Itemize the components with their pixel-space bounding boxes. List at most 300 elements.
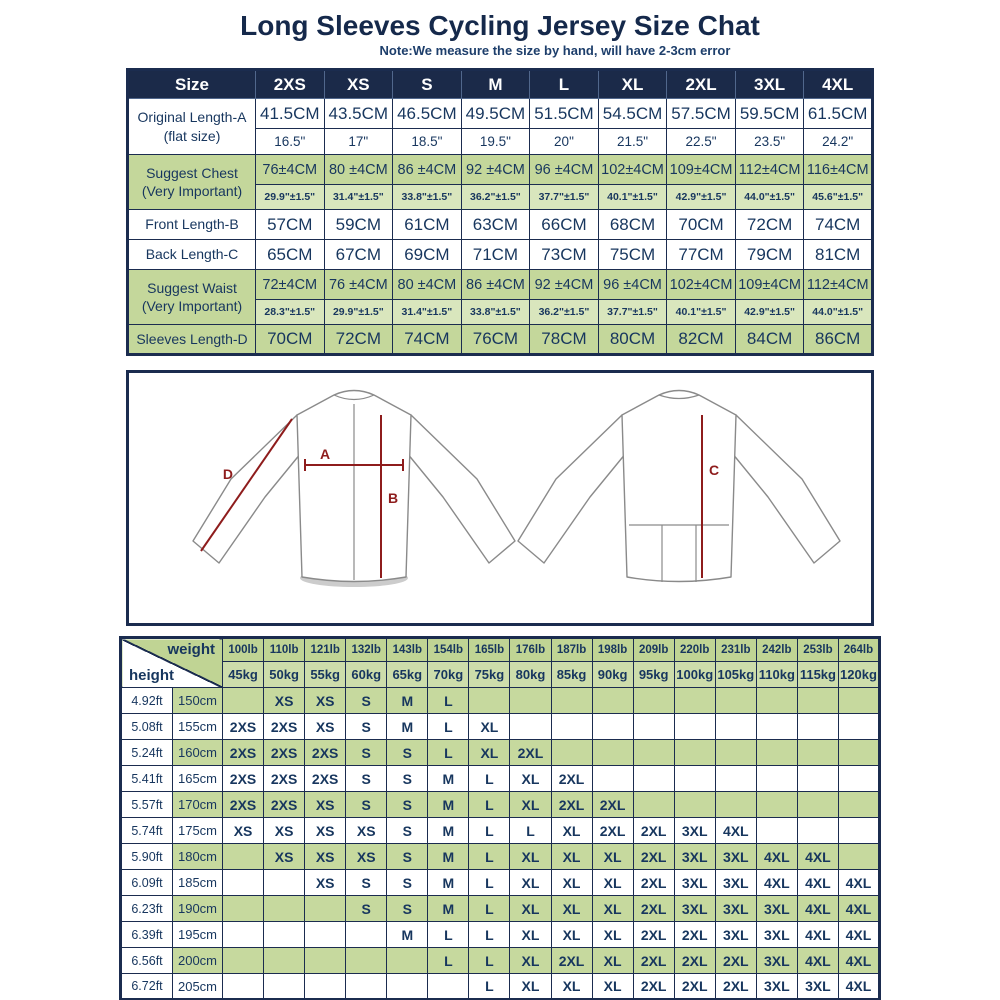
recommended-size-cell: 2XL (551, 792, 592, 818)
weight-lb-header: 253lb (797, 638, 838, 662)
weight-height-corner (121, 638, 223, 688)
recommended-size-cell: XL (510, 922, 551, 948)
weight-lb-header: 100lb (223, 638, 264, 662)
recommended-size-cell: 3XL (674, 870, 715, 896)
weight-lb-header: 242lb (756, 638, 797, 662)
recommended-size-cell (223, 896, 264, 922)
size-table-corner-header: Size (128, 70, 256, 99)
recommended-size-cell: XL (469, 740, 510, 766)
recommended-size-cell: 2XL (592, 792, 633, 818)
recommended-size-cell: XS (346, 818, 387, 844)
recommended-size-cell: S (346, 896, 387, 922)
size-inch-cell: 21.5" (598, 129, 667, 155)
weight-kg-header: 65kg (387, 662, 428, 688)
recommended-size-cell: XL (592, 844, 633, 870)
size-cm-cell: 74CM (804, 210, 873, 240)
recommended-size-cell: 4XL (838, 948, 879, 974)
size-cm-cell: 75CM (598, 240, 667, 270)
recommended-size-cell (797, 818, 838, 844)
size-col-header-L: L (530, 70, 599, 99)
weight-kg-header: 95kg (633, 662, 674, 688)
fit-row (121, 896, 880, 922)
recommended-size-cell (592, 714, 633, 740)
recommended-size-cell: XL (469, 714, 510, 740)
recommended-size-cell: 2XL (674, 922, 715, 948)
weight-lb-header: 110lb (264, 638, 305, 662)
jersey-back-right-sleeve (732, 415, 840, 563)
recommended-size-cell (797, 714, 838, 740)
recommended-size-cell: 3XL (674, 818, 715, 844)
size-cm-cell: 46.5CM (393, 99, 462, 129)
recommended-size-cell (592, 688, 633, 714)
recommended-size-cell: 2XS (223, 792, 264, 818)
recommended-size-cell (223, 844, 264, 870)
recommended-size-cell (715, 714, 756, 740)
weight-lb-header: 220lb (674, 638, 715, 662)
recommended-size-cell: 3XL (756, 948, 797, 974)
size-cm-cell: 59CM (324, 210, 393, 240)
recommended-size-cell (838, 818, 879, 844)
size-col-header-4XL: 4XL (804, 70, 873, 99)
recommended-size-cell: 2XL (633, 818, 674, 844)
size-cm-cell: 80 ±4CM (324, 155, 393, 185)
recommended-size-cell (756, 792, 797, 818)
recommended-size-cell (797, 688, 838, 714)
size-col-header-3XL: 3XL (735, 70, 804, 99)
recommended-size-cell (223, 870, 264, 896)
size-inch-cell: 45.6"±1.5" (804, 185, 873, 210)
recommended-size-cell: XL (510, 870, 551, 896)
size-cm-cell: 59.5CM (735, 99, 804, 129)
size-row-label (128, 99, 256, 155)
weight-lb-header: 198lb (592, 638, 633, 662)
size-inch-cell: 37.7"±1.5" (530, 185, 599, 210)
recommended-size-cell: XL (551, 896, 592, 922)
recommended-size-cell: XL (510, 766, 551, 792)
size-cm-cell: 72CM (324, 325, 393, 355)
height-ft-cell: 6.23ft (121, 896, 173, 922)
size-cm-cell: 112±4CM (804, 270, 873, 300)
recommended-size-cell: L (469, 844, 510, 870)
recommended-size-cell: L (469, 766, 510, 792)
recommended-size-cell: XL (510, 974, 551, 1000)
size-cm-cell: 92 ±4CM (530, 270, 599, 300)
recommended-size-cell: 4XL (797, 922, 838, 948)
jersey-front-right-sleeve (407, 415, 515, 563)
recommended-size-cell: 3XL (674, 896, 715, 922)
recommended-size-cell: 2XS (264, 740, 305, 766)
size-cm-cell: 61.5CM (804, 99, 873, 129)
size-inch-cell: 20" (530, 129, 599, 155)
recommended-size-cell: XS (305, 844, 346, 870)
recommended-size-cell: L (428, 740, 469, 766)
size-inch-cell: 36.2"±1.5" (530, 300, 599, 325)
weight-lb-header: 209lb (633, 638, 674, 662)
recommended-size-cell: 2XL (715, 974, 756, 1000)
size-cm-cell: 86 ±4CM (461, 270, 530, 300)
recommended-size-cell (633, 740, 674, 766)
recommended-size-cell (838, 688, 879, 714)
recommended-size-cell: 2XL (633, 974, 674, 1000)
recommended-size-cell (633, 792, 674, 818)
height-axis-label: height (129, 667, 174, 684)
size-inch-cell: 28.3"±1.5" (256, 300, 325, 325)
recommended-size-cell (797, 766, 838, 792)
recommended-size-cell (387, 948, 428, 974)
size-cm-cell: 81CM (804, 240, 873, 270)
recommended-size-cell: 4XL (838, 896, 879, 922)
recommended-size-cell: XS (305, 792, 346, 818)
recommended-size-cell: 2XL (592, 818, 633, 844)
weight-kg-header: 110kg (756, 662, 797, 688)
recommended-size-cell: 3XL (715, 870, 756, 896)
recommended-size-cell (264, 870, 305, 896)
size-row-label (128, 240, 256, 270)
recommended-size-cell: L (469, 948, 510, 974)
recommended-size-cell: 2XS (223, 740, 264, 766)
recommended-size-cell: M (387, 688, 428, 714)
recommended-size-cell: 4XL (797, 896, 838, 922)
size-cm-cell: 71CM (461, 240, 530, 270)
recommended-size-cell (674, 688, 715, 714)
size-col-header-XS: XS (324, 70, 393, 99)
recommended-size-cell: 2XS (305, 740, 346, 766)
recommended-size-cell: S (387, 792, 428, 818)
measure-a-label: A (320, 446, 331, 462)
size-inch-cell: 18.5" (393, 129, 462, 155)
recommended-size-cell: 2XL (674, 974, 715, 1000)
recommended-size-cell: S (346, 766, 387, 792)
size-col-header-2XL: 2XL (667, 70, 736, 99)
recommended-size-cell: XS (305, 818, 346, 844)
recommended-size-cell (346, 974, 387, 1000)
weight-lb-header: 176lb (510, 638, 551, 662)
recommended-size-cell: 2XS (264, 792, 305, 818)
height-cm-cell: 200cm (173, 948, 223, 974)
recommended-size-cell (715, 766, 756, 792)
size-inch-cell: 31.4"±1.5" (393, 300, 462, 325)
height-cm-cell: 175cm (173, 818, 223, 844)
recommended-size-cell: XL (551, 922, 592, 948)
recommended-size-cell (264, 896, 305, 922)
fit-row (121, 714, 880, 740)
weight-kg-header: 80kg (510, 662, 551, 688)
height-cm-cell: 170cm (173, 792, 223, 818)
size-inch-cell: 17" (324, 129, 393, 155)
recommended-size-cell: XL (592, 870, 633, 896)
size-row-label (128, 325, 256, 355)
recommended-size-cell: XL (592, 948, 633, 974)
jersey-front-back-illustration (129, 373, 871, 623)
size-cm-cell: 69CM (393, 240, 462, 270)
recommended-size-cell: XL (592, 896, 633, 922)
size-cm-cell: 63CM (461, 210, 530, 240)
size-row-label (128, 155, 256, 210)
height-ft-cell: 5.74ft (121, 818, 173, 844)
recommended-size-cell (715, 740, 756, 766)
height-ft-cell: 5.57ft (121, 792, 173, 818)
recommended-size-cell (633, 766, 674, 792)
recommended-size-cell: XL (510, 948, 551, 974)
height-cm-cell: 150cm (173, 688, 223, 714)
jersey-back (518, 391, 840, 583)
recommended-size-cell: XL (510, 792, 551, 818)
size-cm-cell: 76CM (461, 325, 530, 355)
size-cm-cell: 57CM (256, 210, 325, 240)
size-inch-cell: 33.8"±1.5" (393, 185, 462, 210)
recommended-size-cell: XS (346, 844, 387, 870)
recommended-size-cell: 2XL (551, 766, 592, 792)
size-cm-cell: 76 ±4CM (324, 270, 393, 300)
size-cm-cell: 116±4CM (804, 155, 873, 185)
recommended-size-cell: 2XL (674, 948, 715, 974)
fit-row (121, 844, 880, 870)
size-cm-cell: 77CM (667, 240, 736, 270)
size-inch-cell: 23.5" (735, 129, 804, 155)
recommended-size-cell: 4XL (838, 974, 879, 1000)
recommended-size-cell (838, 792, 879, 818)
recommended-size-cell: L (469, 974, 510, 1000)
recommended-size-cell: M (387, 922, 428, 948)
recommended-size-cell (756, 766, 797, 792)
size-cm-cell: 92 ±4CM (461, 155, 530, 185)
recommended-size-cell (838, 740, 879, 766)
recommended-size-cell: 2XS (264, 766, 305, 792)
recommended-size-cell: S (387, 766, 428, 792)
recommended-size-cell: S (346, 740, 387, 766)
recommended-size-cell (223, 922, 264, 948)
height-cm-cell: 160cm (173, 740, 223, 766)
recommended-size-cell (305, 974, 346, 1000)
size-cm-cell: 66CM (530, 210, 599, 240)
weight-kg-header: 105kg (715, 662, 756, 688)
recommended-size-cell: XS (305, 688, 346, 714)
recommended-size-cell: L (469, 896, 510, 922)
recommended-size-cell: S (387, 870, 428, 896)
size-inch-cell: 16.5" (256, 129, 325, 155)
weight-kg-header: 90kg (592, 662, 633, 688)
size-cm-cell: 72CM (735, 210, 804, 240)
size-row-label-line2: (Very Important) (141, 298, 243, 314)
weight-lb-header: 187lb (551, 638, 592, 662)
recommended-size-cell: 4XL (797, 948, 838, 974)
jersey-front (193, 391, 515, 588)
size-cm-cell: 78CM (530, 325, 599, 355)
weight-lb-header: 231lb (715, 638, 756, 662)
recommended-size-cell (223, 948, 264, 974)
recommended-size-cell: L (469, 922, 510, 948)
recommended-size-cell (264, 922, 305, 948)
recommended-size-cell (551, 688, 592, 714)
size-cm-cell: 96 ±4CM (530, 155, 599, 185)
height-ft-cell: 5.90ft (121, 844, 173, 870)
recommended-size-cell (756, 818, 797, 844)
weight-lb-header: 165lb (469, 638, 510, 662)
recommended-size-cell (838, 844, 879, 870)
size-inch-cell: 24.2" (804, 129, 873, 155)
page-title: Long Sleeves Cycling Jersey Size Chat (240, 10, 760, 41)
size-inch-cell: 37.7"±1.5" (598, 300, 667, 325)
recommended-size-cell (592, 766, 633, 792)
recommended-size-cell (305, 948, 346, 974)
height-cm-cell: 195cm (173, 922, 223, 948)
size-row-label-line1: Suggest Chest (146, 164, 238, 181)
fit-row (121, 688, 880, 714)
size-cm-cell: 80 ±4CM (393, 270, 462, 300)
size-cm-cell: 102±4CM (667, 270, 736, 300)
weight-kg-header: 50kg (264, 662, 305, 688)
size-inch-cell: 42.9"±1.5" (667, 185, 736, 210)
size-inch-cell: 42.9"±1.5" (735, 300, 804, 325)
recommended-size-cell: XS (223, 818, 264, 844)
weight-kg-header: 70kg (428, 662, 469, 688)
recommended-size-cell (797, 792, 838, 818)
weight-axis-label: weight (167, 641, 215, 658)
size-cm-cell: 68CM (598, 210, 667, 240)
recommended-size-cell: L (469, 792, 510, 818)
recommended-size-cell: L (428, 714, 469, 740)
recommended-size-cell (633, 688, 674, 714)
recommended-size-cell: 3XL (756, 922, 797, 948)
size-inch-cell: 36.2"±1.5" (461, 185, 530, 210)
recommended-size-cell: 3XL (715, 896, 756, 922)
height-cm-cell: 185cm (173, 870, 223, 896)
weight-kg-header: 75kg (469, 662, 510, 688)
recommended-size-cell: 2XL (510, 740, 551, 766)
recommended-size-cell (264, 948, 305, 974)
size-cm-cell: 112±4CM (735, 155, 804, 185)
recommended-size-cell: 2XS (223, 714, 264, 740)
recommended-size-cell: L (469, 870, 510, 896)
recommended-size-cell: 4XL (756, 844, 797, 870)
recommended-size-cell (223, 974, 264, 1000)
size-inch-cell: 29.9"±1.5" (324, 300, 393, 325)
measure-line-d (201, 419, 292, 551)
recommended-size-cell (305, 922, 346, 948)
recommended-size-cell: 3XL (756, 974, 797, 1000)
recommended-size-cell: 2XL (633, 948, 674, 974)
weight-kg-header: 85kg (551, 662, 592, 688)
size-cm-cell: 72±4CM (256, 270, 325, 300)
recommended-size-cell: XS (264, 688, 305, 714)
recommended-size-cell (592, 740, 633, 766)
recommended-size-cell (387, 974, 428, 1000)
size-cm-cell: 86 ±4CM (393, 155, 462, 185)
recommended-size-cell (756, 714, 797, 740)
fit-row (121, 792, 880, 818)
recommended-size-cell: XS (264, 844, 305, 870)
recommended-size-cell (797, 740, 838, 766)
jersey-back-torso (622, 391, 736, 582)
recommended-size-cell: 2XL (633, 870, 674, 896)
size-cm-cell: 76±4CM (256, 155, 325, 185)
recommended-size-cell (305, 896, 346, 922)
weight-lb-header: 121lb (305, 638, 346, 662)
size-inch-cell: 22.5" (667, 129, 736, 155)
recommended-size-cell (551, 714, 592, 740)
weight-lb-header: 143lb (387, 638, 428, 662)
recommended-size-cell: 2XL (633, 896, 674, 922)
recommended-size-cell: XL (551, 870, 592, 896)
size-cm-cell: 109±4CM (735, 270, 804, 300)
height-cm-cell: 190cm (173, 896, 223, 922)
recommended-size-cell: 4XL (715, 818, 756, 844)
weight-kg-header: 100kg (674, 662, 715, 688)
recommended-size-cell: S (346, 714, 387, 740)
fit-row (121, 922, 880, 948)
recommended-size-cell: S (346, 870, 387, 896)
recommended-size-cell: 3XL (715, 844, 756, 870)
recommended-size-cell: XL (592, 974, 633, 1000)
recommended-size-cell: 3XL (715, 922, 756, 948)
recommended-size-cell (510, 688, 551, 714)
recommended-size-cell: M (428, 818, 469, 844)
size-row-label (128, 210, 256, 240)
height-cm-cell: 180cm (173, 844, 223, 870)
weight-lb-header: 154lb (428, 638, 469, 662)
fit-row (121, 870, 880, 896)
recommended-size-cell: L (428, 688, 469, 714)
height-cm-cell: 205cm (173, 974, 223, 1000)
recommended-size-cell: XL (551, 818, 592, 844)
recommended-size-cell: S (387, 818, 428, 844)
size-cm-cell: 82CM (667, 325, 736, 355)
recommended-size-cell: S (387, 740, 428, 766)
size-row-label-line1: Original Length-A (137, 109, 247, 126)
size-inch-cell: 29.9"±1.5" (256, 185, 325, 210)
size-row-label-line2: (Very Important) (141, 183, 243, 199)
height-weight-size-table (119, 636, 881, 1000)
height-ft-cell: 5.08ft (121, 714, 173, 740)
fit-row (121, 948, 880, 974)
fit-row (121, 974, 880, 1000)
recommended-size-cell (838, 714, 879, 740)
recommended-size-cell: XL (551, 844, 592, 870)
size-inch-cell: 19.5" (461, 129, 530, 155)
recommended-size-cell (756, 740, 797, 766)
size-inch-cell: 33.8"±1.5" (461, 300, 530, 325)
height-ft-cell: 6.56ft (121, 948, 173, 974)
size-cm-cell: 70CM (256, 325, 325, 355)
size-cm-cell: 57.5CM (667, 99, 736, 129)
recommended-size-cell: M (428, 896, 469, 922)
size-inch-cell: 44.0"±1.5" (804, 300, 873, 325)
size-cm-cell: 84CM (735, 325, 804, 355)
fit-row (121, 818, 880, 844)
weight-kg-header: 45kg (223, 662, 264, 688)
recommended-size-cell: 4XL (797, 844, 838, 870)
size-inch-cell: 40.1"±1.5" (667, 300, 736, 325)
recommended-size-cell: S (346, 792, 387, 818)
recommended-size-cell (756, 688, 797, 714)
recommended-size-cell: XL (551, 974, 592, 1000)
fit-row (121, 766, 880, 792)
recommended-size-cell (223, 688, 264, 714)
height-ft-cell: 6.09ft (121, 870, 173, 896)
recommended-size-cell (838, 766, 879, 792)
weight-kg-header: 115kg (797, 662, 838, 688)
recommended-size-cell: M (387, 714, 428, 740)
weight-kg-header: 60kg (346, 662, 387, 688)
recommended-size-cell: M (428, 870, 469, 896)
recommended-size-cell: L (469, 818, 510, 844)
weight-lb-header: 132lb (346, 638, 387, 662)
recommended-size-cell (469, 688, 510, 714)
fit-row (121, 740, 880, 766)
recommended-size-cell: XS (264, 818, 305, 844)
recommended-size-cell (674, 714, 715, 740)
jersey-measure-diagram (126, 370, 874, 626)
